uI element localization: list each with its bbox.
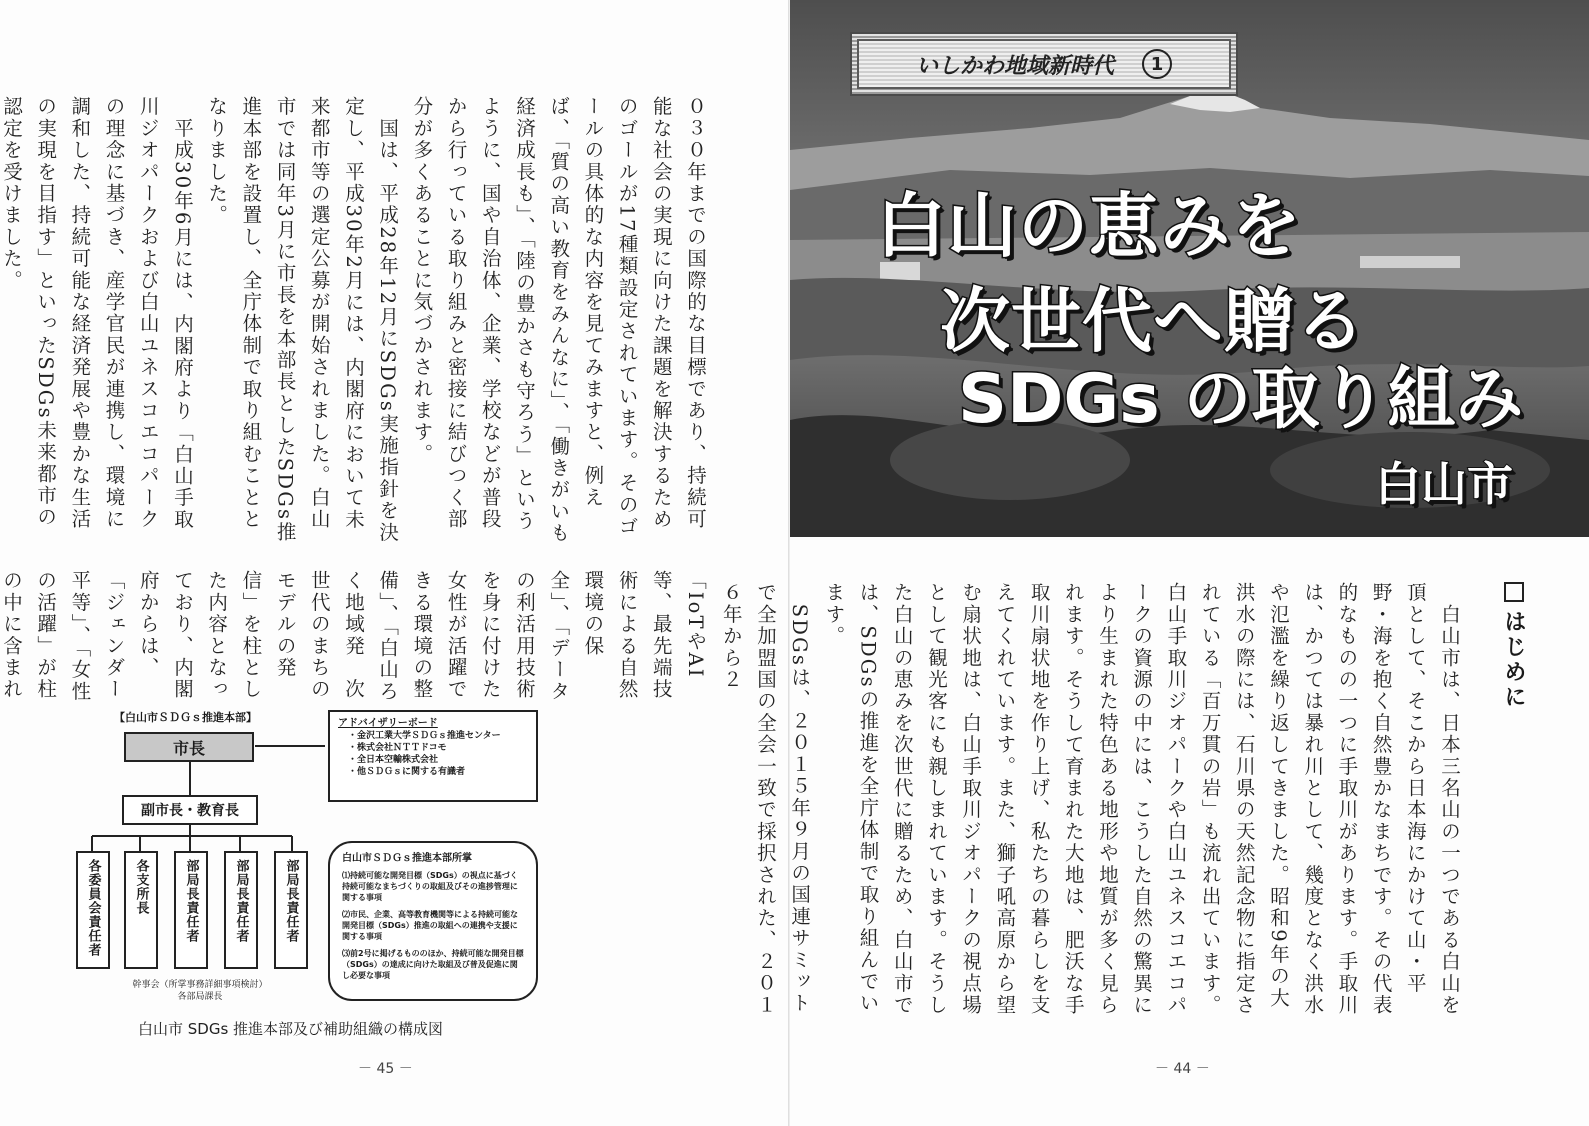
advisory-item: ・他ＳＤＧｓに関する有識者 [348, 767, 466, 777]
advisory-board-title: アドバイザリーボード [338, 718, 438, 729]
page-number-right: － 44 － [1155, 1061, 1210, 1077]
section-heading-text: はじめに [1501, 610, 1526, 710]
duties-box [328, 841, 538, 1001]
deputy-box: 副市長・教育長 [122, 795, 258, 825]
sub-unit-1: 各委員会責任者 [76, 851, 110, 969]
series-banner [850, 32, 1238, 96]
title-line-3: SDGs の取り組み [958, 360, 1524, 439]
advisory-item: ・金沢工業大学ＳＤＧｓ推進センター [348, 731, 501, 741]
section-heading [1498, 582, 1529, 710]
city-label: 白山市 [1375, 457, 1513, 511]
org-chart [70, 703, 540, 1021]
series-number-badge: 1 [1142, 49, 1172, 79]
secretariat-note: 幹事会（所掌事務詳細事項検討） 各部局課長 [132, 980, 268, 1002]
duties-title: 白山市ＳＤＧｓ推進本部所掌 [342, 853, 472, 864]
left-lower-body-text: 「IoTやAI等、最先端技術による自然環境の保全」、「データの利活用技術を身に付けた女性が活躍できる環境の整備」、「白山ろく地域発 次世代のまちのモデルの発信」を柱とした内容となっており、内閣府からは、「ジェンダー平等」、「女性の活躍」が柱の中に含まれ [0, 570, 707, 703]
advisory-item: ・株式会社ＮＴＴドコモ [348, 743, 447, 753]
duties-item: ⑴持続可能な開発目標（SDGs）の視点に基づく持続可能なまちづくりの取組及びその進捗管理に関する事項 [342, 871, 518, 902]
advisory-board-box [328, 710, 538, 802]
advisory-item: ・全日本空輸株式会社 [348, 755, 439, 765]
mayor-box: 市長 [124, 732, 254, 762]
right-body-text: 白山市は、日本三名山の一つである白山を頂として、そこから日本海にかけて山・平野・海を抱く自然豊かなまちです。その代表的なものの一つに手取川があります。手取川は、かつては暴れ川として、幾度となく洪水や氾濫を繰り返してきました。昭和9年の大洪水の際には、石川県の天然記念物に指定されている「百万貫の岩」も流れ出ています。白山手取川ジオパークや白山ユネスコエコパークの資源の中には、こうした自然の驚異により生まれた特色ある地形や地質が多く見られます。そうして育まれた大地は、肥沃な手取川扇状地を作り上げ、私たちの暮らしを支えてくれています。また、獅子吼高原から望む扇状地は、白山手取川ジオパークの視点場として観光客にも親しまれています。そうした白山の恵みを次世代に贈るため、白山市では、SDGsの推進を全庁体制で取り組んでいます。 SDGsは、２０１５年９月の国連サミットで全加盟国の全会一致で採択された、２０１６年から２ [719, 582, 1461, 1016]
hero-photo [790, 0, 1589, 537]
duties-item: ⑶前2号に掲げるもののほか、持続可能な開発目標（SDGs）の達成に向けた取組及び普及促進に関し必要な事項 [342, 949, 524, 980]
left-upper-body-text: ０３０年までの国際的な目標であり、持続可能な社会の実現に向けた課題を解決するためのゴールが17種類設定されています。そのゴールの具体的な内容を見てみますと、例えば、「質の高い教育をみんなに」、「働きがいも経済成長も」、「陸の豊かさも守ろう」というように、国や自治体、企業、学校などが普段から行っている取り組みと密接に結びつく部分が多くあることに気づかされます。 国は、平成28年12月にSDGs実施指針を決定し、平成30年2月には、内閣府において未来都市等の選定公募が開始されました。白山市では同年3月に市長を本部長としたSDGs推進本部を設置し、全庁体制で取り組むこととなりました。 平成30年6月には、内閣府より「白山手取川ジオパークおよび白山ユネスコエコパークの理念に基づき、産学官民が連携し、環境に調和した、持続可能な経済発展や豊かな生活の実現を目指す」といったSDGs未来都市の認定を受けました。 [0, 96, 707, 545]
title-line-1: 白山の恵みを [876, 185, 1302, 267]
series-label: いしかわ地域新時代 [915, 53, 1114, 79]
sub-unit-2: 各支所長 [124, 851, 158, 969]
sub-unit-3: 部局長責任者 [174, 851, 208, 969]
left-page [0, 0, 790, 1126]
sub-unit-5: 部局長責任者 [274, 851, 308, 969]
duties-item: ⑵市民、企業、高等教育機関等による持続可能な開発目標（SDGs）推進の取組への連携や支援に関する事項 [342, 910, 518, 941]
chart-caption: 白山市 SDGs 推進本部及び補助組織の構成図 [138, 1020, 444, 1038]
right-page [719, 0, 1589, 1126]
section-square-icon [1504, 582, 1524, 602]
title-line-2: 次世代へ贈る [940, 280, 1366, 362]
page-number-left: － 45 － [358, 1061, 413, 1077]
org-chart-group-label: 【白山市ＳＤＧｓ推進本部】 [114, 711, 257, 724]
sub-unit-4: 部局長責任者 [224, 851, 258, 969]
